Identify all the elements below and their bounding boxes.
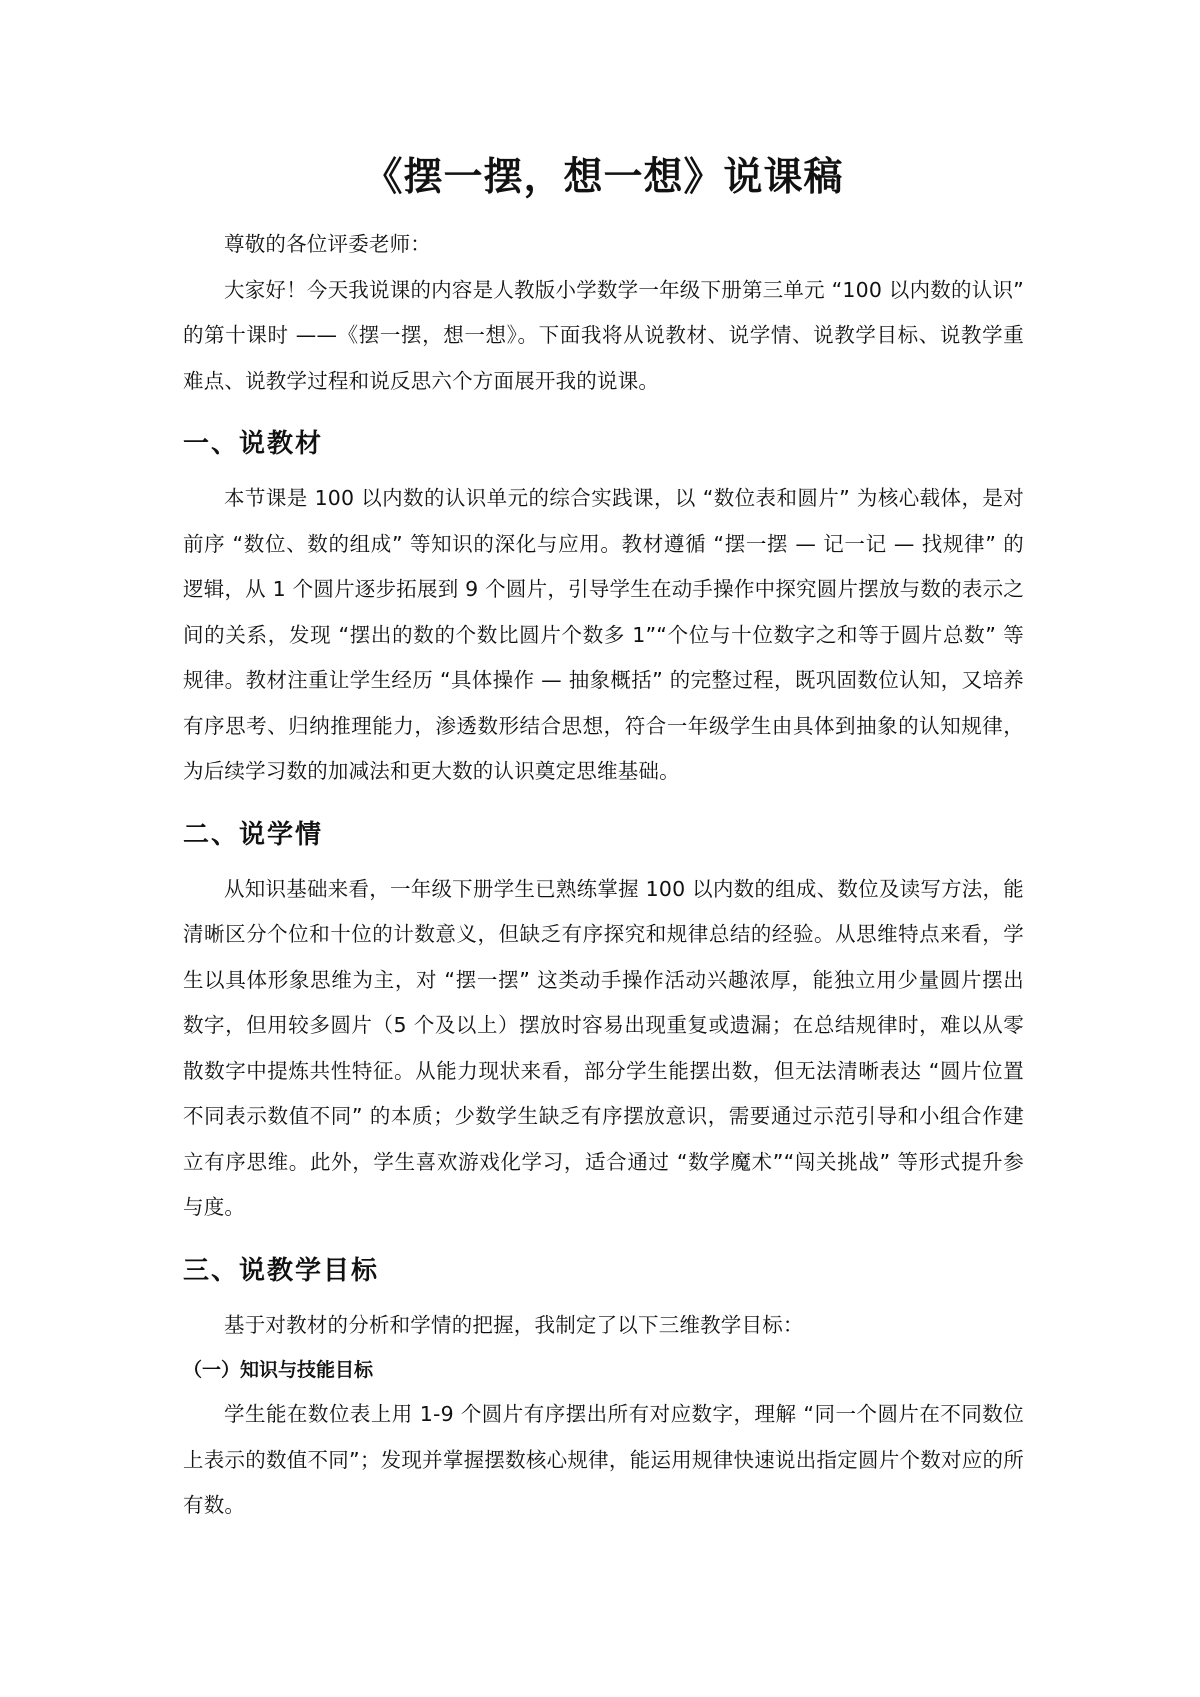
section-paragraph-objectives: 基于对教材的分析和学情的把握，我制定了以下三维教学目标： [224,1312,804,1337]
document-title: 《摆一摆，想一想》说课稿 [363,155,844,200]
subsection-heading-knowledge-skills: （一）知识与技能目标 [183,1359,374,1381]
intro-paragraph: 大家好！今天我说课的内容是人教版小学数学一年级下册第三单元 “100 以内数的认识” 的第十课时 ——《摆一摆，想一想》。下面我将从说教材、说学情、说教学目标、说教学重难点、说教学过程和说反思六个方面展开我的说课。 [183,277,1024,393]
section-paragraph-textbook: 本节课是 100 以内数的认识单元的综合实践课，以 “数位表和圆片” 为核心载体，是对前序 “数位、数的组成” 等知识的深化与应用。教材遵循 “摆一摆 — 记一记 — 找规律” 的逻辑，从 1 个圆片逐步拓展到 9 个圆片，引导学生在动手操作中探究圆片摆放与数的表示之间的关系，发现 “摆出的数的个数比圆片个数多 1”“个位与十位数字之和等于圆片总数” 等规律。教材注重让学生经历 “具体操作 — 抽象概括” 的完整过程，既巩固数位认知，又培养有序思考、归纳推理能力，渗透数形结合思想，符合一年级学生由具体到抽象的认知规律，为后续学习数的加减法和更大数的认识奠定思维基础。 [183,486,1024,783]
section-heading-textbook: 一、说教材 [183,429,324,459]
section-heading-learners: 二、说学情 [183,819,324,850]
subsection-paragraph-knowledge-skills: 学生能在数位表上用 1-9 个圆片有序摆出所有对应数字，理解 “同一个圆片在不同数位上表示的数值不同”；发现并掌握摆数核心规律，能运用规律快速说出指定圆片个数对应的所有数。 [183,1402,1024,1517]
section-heading-objectives: 三、说教学目标 [183,1255,380,1286]
section-paragraph-learners: 从知识基础来看，一年级下册学生已熟练掌握 100 以内数的组成、数位及读写方法，能清晰区分个位和十位的计数意义，但缺乏有序探究和规律总结的经验。从思维特点来看，学生以具体形象思维为主，对 “摆一摆” 这类动手操作活动兴趣浓厚，能独立用少量圆片摆出数字，但用较多圆片（5 个及以上）摆放时容易出现重复或遗漏；在总结规律时，难以从零散数字中提炼共性特征。从能力现状来看，部分学生能摆出数，但无法清晰表达 “圆片位置不同表示数值不同” 的本质；少数学生缺乏有序摆放意识，需要通过示范引导和小组合作建立有序思维。此外，学生喜欢游戏化学习，适合通过 “数学魔术”“闯关挑战” 等形式提升参与度。 [183,876,1024,1219]
greeting-paragraph: 尊敬的各位评委老师： [224,232,431,256]
